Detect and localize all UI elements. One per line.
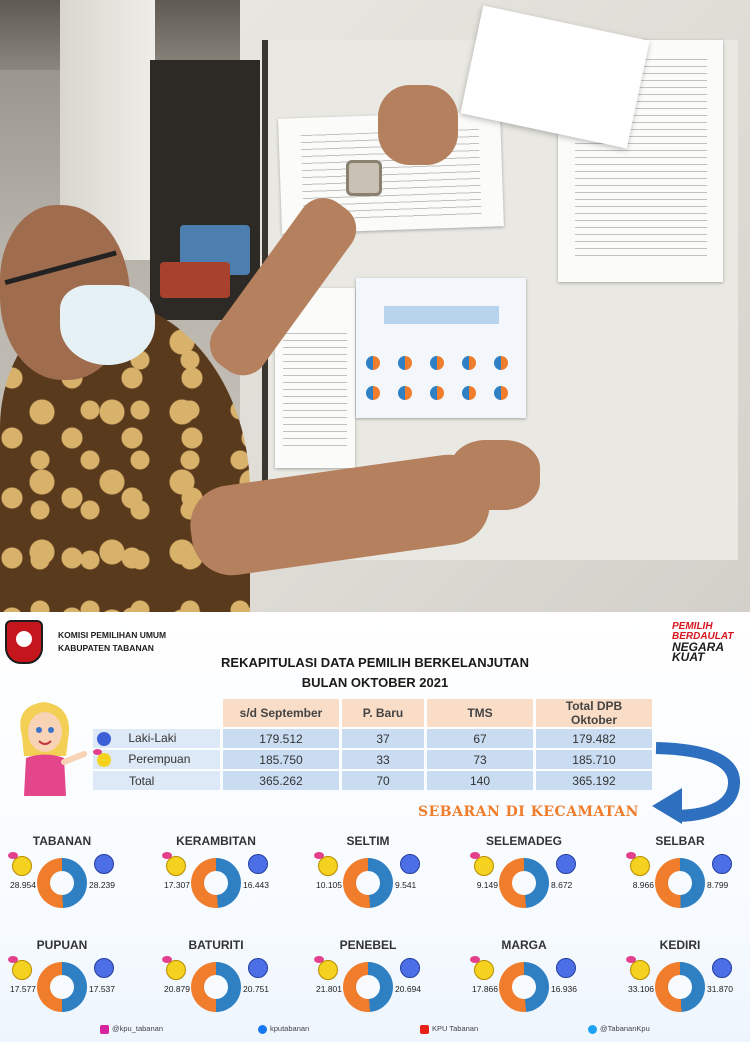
table-cell: 185.750	[223, 750, 339, 769]
org-line1: KOMISI PEMILIHAN UMUM	[58, 630, 167, 640]
brand-word-3: NEGARA	[672, 640, 725, 654]
cartoon-girl-icon	[4, 696, 88, 796]
social-twitter[interactable]	[588, 1024, 650, 1034]
kecamatan-donut	[343, 962, 393, 1012]
instagram-icon	[100, 1025, 109, 1034]
kecamatan-item	[2, 834, 122, 924]
table-cell: 140	[427, 771, 533, 790]
male-count: 17.537	[89, 984, 115, 994]
kecamatan-donut	[655, 962, 705, 1012]
table-cell: 185.710	[536, 750, 652, 769]
table-cell: 33	[342, 750, 424, 769]
kecamatan-name: KEDIRI	[659, 938, 701, 952]
male-face-icon	[97, 732, 111, 746]
male-face-icon	[248, 958, 268, 978]
table-cell: 365.192	[536, 771, 652, 790]
male-count: 20.751	[243, 984, 269, 994]
male-face-icon	[94, 854, 114, 874]
org-name	[58, 629, 166, 655]
table-corner	[93, 699, 220, 727]
facebook-handle: kputabanan	[270, 1024, 310, 1033]
org-line2: KABUPATEN TABANAN	[58, 643, 154, 653]
kecamatan-name: KERAMBITAN	[176, 834, 256, 848]
lower-hand	[450, 440, 540, 510]
title-line2: BULAN OKTOBER 2021	[301, 675, 449, 690]
male-face-icon	[400, 854, 420, 874]
kecamatan-donut	[655, 858, 705, 908]
table-cell: 37	[342, 729, 424, 748]
kecamatan-item	[464, 938, 584, 1028]
social-youtube[interactable]	[420, 1024, 478, 1034]
female-count: 28.954	[10, 880, 36, 890]
kecamatan-donut	[499, 962, 549, 1012]
kecamatan-donut	[191, 858, 241, 908]
female-face-icon	[318, 856, 338, 876]
male-count: 31.870	[707, 984, 733, 994]
male-face-icon	[248, 854, 268, 874]
recap-table	[90, 697, 655, 792]
male-face-icon	[556, 958, 576, 978]
female-face-icon	[630, 856, 650, 876]
kecamatan-item	[156, 938, 276, 1028]
male-face-icon	[94, 958, 114, 978]
female-face-icon	[12, 856, 32, 876]
kecamatan-item	[620, 834, 740, 924]
kecamatan-donut	[37, 962, 87, 1012]
male-face-icon	[712, 854, 732, 874]
male-face-icon	[400, 958, 420, 978]
col-header-pbaru: P. Baru	[342, 699, 424, 727]
female-face-icon	[474, 856, 494, 876]
female-face-icon	[97, 753, 111, 767]
row-label-text: Total	[129, 773, 155, 788]
female-face-icon	[630, 960, 650, 980]
brand-word-2: BERDAULAT	[672, 631, 734, 642]
instagram-handle: @kpu_tabanan	[112, 1024, 163, 1033]
row-label-laki	[93, 729, 220, 748]
female-count: 21.801	[316, 984, 342, 994]
col-header-tms: TMS	[427, 699, 533, 727]
facebook-icon	[258, 1025, 267, 1034]
male-count: 16.936	[551, 984, 577, 994]
table-cell: 365.262	[223, 771, 339, 790]
raised-hand	[378, 85, 458, 165]
title-line1: REKAPITULASI DATA PEMILIH BERKELANJUTAN	[221, 655, 529, 670]
col-header-total: Total DPB Oktober	[536, 699, 652, 727]
male-count: 28.239	[89, 880, 115, 890]
kecamatan-item	[308, 834, 428, 924]
table-cell: 67	[427, 729, 533, 748]
shelf-item-red	[160, 262, 230, 298]
infographic	[0, 612, 750, 1042]
social-facebook[interactable]	[258, 1024, 309, 1034]
female-count: 20.879	[164, 984, 190, 994]
kecamatan-item	[156, 834, 276, 924]
row-label-total	[93, 771, 220, 790]
table-cell: 70	[342, 771, 424, 790]
kecamatan-name: TABANAN	[32, 834, 92, 848]
female-face-icon	[166, 960, 186, 980]
brand-word-1: PEMILIH	[672, 621, 713, 632]
kecamatan-name: SELTIM	[346, 834, 390, 848]
kecamatan-donut	[343, 858, 393, 908]
female-face-icon	[318, 960, 338, 980]
male-count: 8.672	[551, 880, 573, 890]
wristwatch	[346, 160, 382, 196]
female-count: 33.106	[628, 984, 654, 994]
table-cell: 179.512	[223, 729, 339, 748]
table-cell: 179.482	[536, 729, 652, 748]
sebaran-label: SEBARAN DI KECAMATAN	[418, 804, 639, 820]
table-row	[93, 729, 652, 748]
youtube-handle: KPU Tabanan	[432, 1024, 479, 1033]
male-count: 9.541	[395, 880, 417, 890]
kecamatan-donut	[499, 858, 549, 908]
female-count: 8.966	[632, 880, 654, 890]
female-face-icon	[12, 960, 32, 980]
twitter-handle: @TabananKpu	[600, 1024, 650, 1033]
female-count: 17.577	[10, 984, 36, 994]
table-row	[93, 750, 652, 769]
row-label-perempuan	[93, 750, 220, 769]
female-count: 17.307	[164, 880, 190, 890]
face-mask	[60, 285, 155, 365]
kecamatan-donut	[37, 858, 87, 908]
kecamatan-donut	[191, 962, 241, 1012]
kecamatan-item	[620, 938, 740, 1028]
brand-word-4: KUAT	[672, 650, 705, 664]
male-count: 20.694	[395, 984, 421, 994]
social-instagram[interactable]	[100, 1024, 163, 1034]
female-face-icon	[166, 856, 186, 876]
kecamatan-name: PENEBEL	[339, 938, 397, 952]
kecamatan-item	[2, 938, 122, 1028]
kecamatan-name: BATURITI	[188, 938, 244, 952]
female-count: 9.149	[476, 880, 498, 890]
female-count: 10.105	[316, 880, 342, 890]
male-face-icon	[556, 854, 576, 874]
kecamatan-name: SELBAR	[655, 834, 705, 848]
kecamatan-name: MARGA	[501, 938, 547, 952]
mini-infographic-poster	[356, 278, 526, 418]
col-header-september: s/d September	[223, 699, 339, 727]
male-count: 16.443	[243, 880, 269, 890]
female-count: 17.866	[472, 984, 498, 994]
kecamatan-name: PUPUAN	[36, 938, 88, 952]
female-face-icon	[474, 960, 494, 980]
youtube-icon	[420, 1025, 429, 1034]
kecamatan-item	[308, 938, 428, 1028]
male-count: 8.799	[707, 880, 729, 890]
row-label-text: Perempuan	[128, 752, 191, 767]
twitter-icon	[588, 1025, 597, 1034]
kecamatan-item	[464, 834, 584, 924]
male-face-icon	[712, 958, 732, 978]
kecamatan-name: SELEMADEG	[485, 834, 562, 848]
row-label-text: Laki-Laki	[128, 731, 177, 746]
table-cell: 73	[427, 750, 533, 769]
curved-arrow-icon	[648, 740, 740, 824]
table-row	[93, 771, 652, 790]
